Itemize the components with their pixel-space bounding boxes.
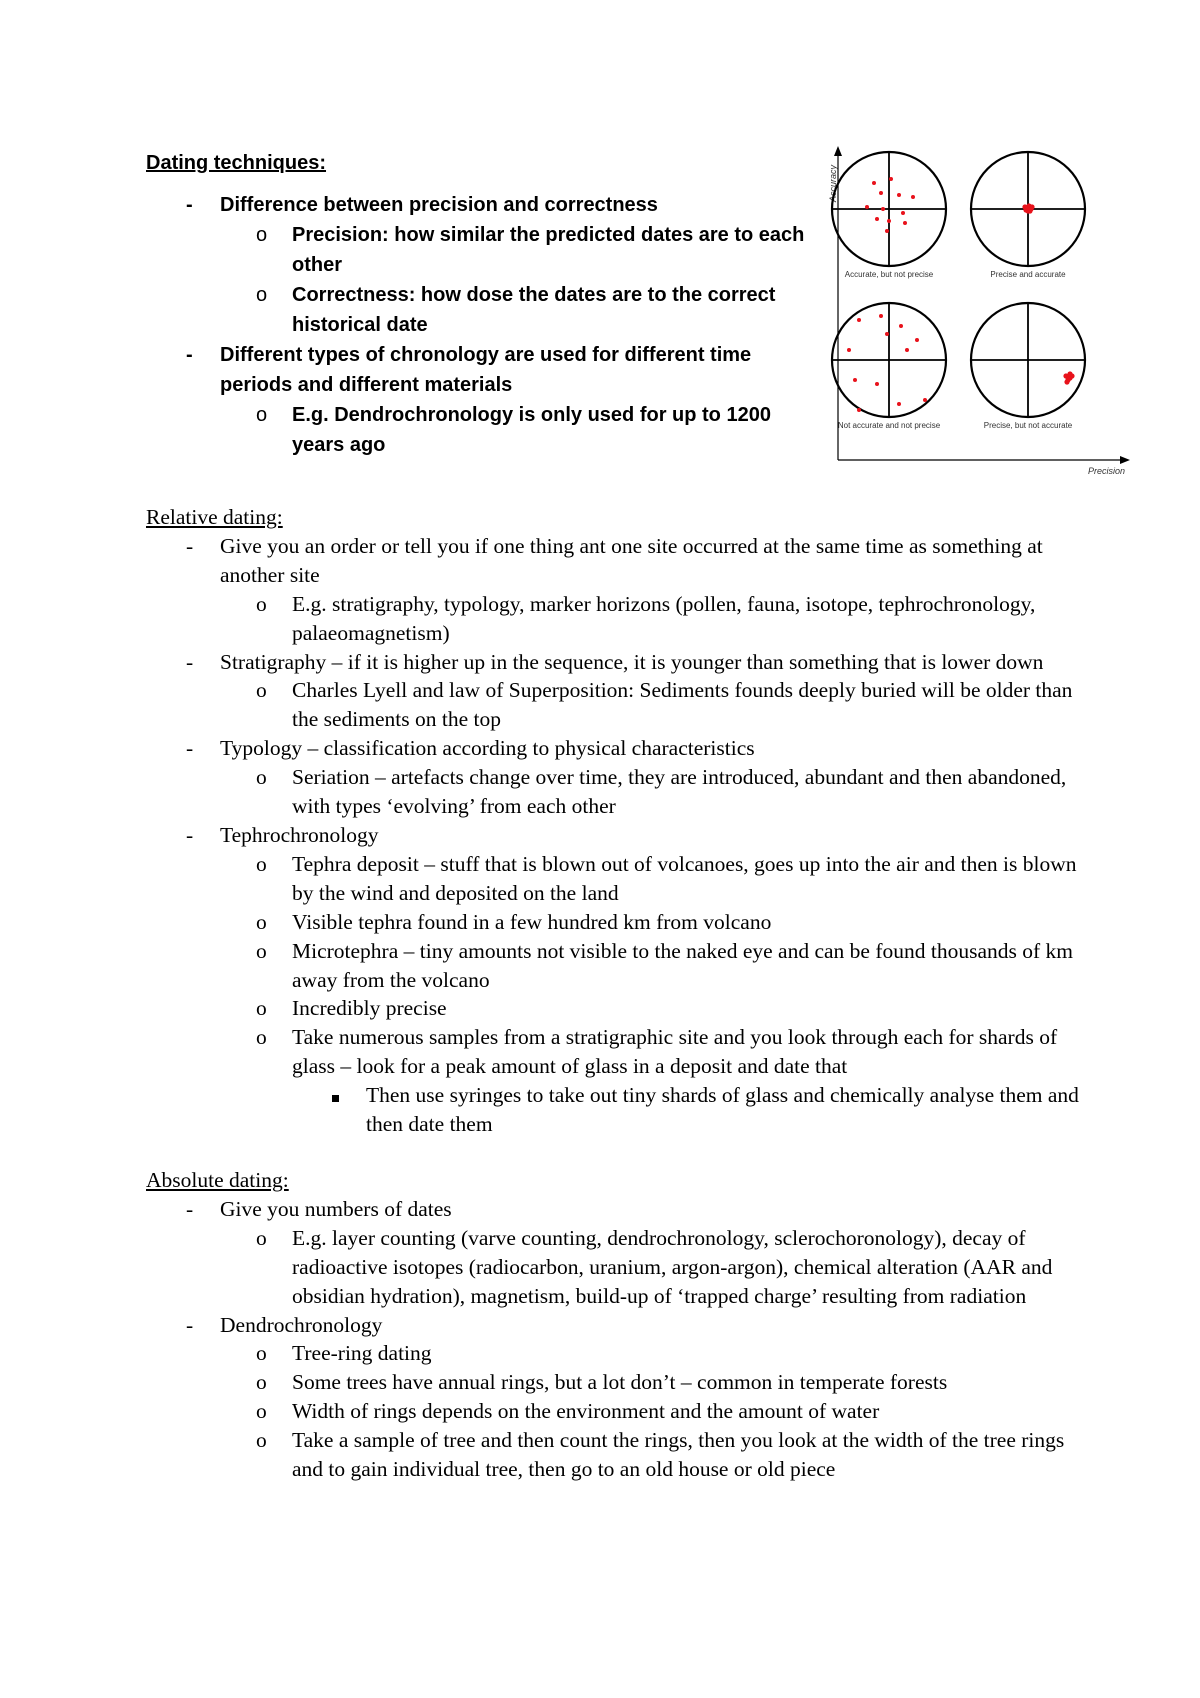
dash-bullet-icon: - bbox=[186, 1312, 194, 1337]
list-item bbox=[146, 532, 1086, 590]
list-item bbox=[146, 821, 1086, 850]
dash-bullet-icon: - bbox=[186, 1196, 194, 1221]
dash-bullet-icon: - bbox=[186, 533, 194, 558]
circle-bullet-icon: o bbox=[256, 996, 267, 1021]
panel-caption: Precise, but not accurate bbox=[983, 421, 1073, 430]
circle-bullet-icon: o bbox=[256, 284, 268, 306]
list-item-text: Difference between precision and correctness bbox=[220, 194, 658, 216]
list-item bbox=[146, 1224, 1086, 1311]
intro-list bbox=[146, 190, 806, 460]
intro-section bbox=[146, 148, 806, 460]
list-item-text: Some trees have annual rings, but a lot don’t – common in temperate forests bbox=[292, 1370, 948, 1395]
circle-bullet-icon: o bbox=[256, 1428, 267, 1453]
sample-dot bbox=[901, 211, 905, 215]
target-panels bbox=[832, 152, 1085, 430]
list-item-text: Charles Lyell and law of Superposition: Sediments founds deeply buried will be older than the sediments on the top bbox=[292, 678, 1073, 732]
sample-dot bbox=[897, 193, 901, 197]
list-item bbox=[146, 400, 806, 460]
list-item-text: Seriation – artefacts change over time, they are introduced, abundant and then abandoned, with types ‘evolving’ from each other bbox=[292, 765, 1067, 819]
precision-accuracy-figure bbox=[828, 146, 1132, 476]
list-item bbox=[146, 734, 1086, 763]
circle-bullet-icon: o bbox=[256, 591, 267, 616]
target-panel bbox=[832, 303, 946, 430]
circle-bullet-icon: o bbox=[256, 851, 267, 876]
list-item-text: Precision: how similar the predicted dates are to each other bbox=[292, 224, 805, 276]
list-item bbox=[146, 590, 1086, 648]
panel-caption: Accurate, but not precise bbox=[844, 270, 934, 279]
list-item-text: Visible tephra found in a few hundred km from volcano bbox=[292, 909, 772, 934]
list-item-text: Tephrochronology bbox=[220, 822, 379, 847]
sample-dot bbox=[903, 221, 907, 225]
list-item-text: E.g. layer counting (varve counting, dendrochronology, sclerochoronology), decay of radioactive isotopes (radiocarbon, uranium, argon-argon), chemical alteration (AAR and obsidian hydration), magnetism, build-up of ‘trapped charge’ resulting from radiation bbox=[292, 1225, 1053, 1308]
sample-dot bbox=[885, 229, 889, 233]
absolute-dating-section bbox=[146, 1166, 1086, 1484]
list-item-text: E.g. Dendrochronology is only used for up to 1200 years ago bbox=[292, 404, 771, 456]
circle-bullet-icon: o bbox=[256, 404, 268, 426]
list-item-text: Give you an order or tell you if one thing ant one site occurred at the same time as something at another site bbox=[220, 533, 1043, 587]
list-item-text: Dendrochronology bbox=[220, 1312, 383, 1337]
page-title: Dating techniques: bbox=[146, 152, 327, 174]
list-item bbox=[146, 1426, 1086, 1484]
dash-bullet-icon: - bbox=[186, 649, 194, 674]
sample-dot bbox=[897, 402, 901, 406]
circle-bullet-icon: o bbox=[256, 1341, 267, 1366]
list-item-text: Take numerous samples from a stratigraphic site and you look through each for shards of glass – look for a peak amount of glass in a deposit and date that bbox=[292, 1025, 1058, 1079]
list-item-text: Different types of chronology are used for different time periods and different materials bbox=[220, 344, 752, 396]
target-panel bbox=[971, 152, 1085, 279]
y-axis-arrow-icon bbox=[834, 146, 842, 156]
relative-dating-list bbox=[146, 532, 1086, 1139]
list-item-text: Incredibly precise bbox=[292, 996, 447, 1021]
sample-dot bbox=[915, 338, 919, 342]
list-item bbox=[146, 908, 1086, 937]
circle-bullet-icon: o bbox=[256, 224, 268, 246]
list-item-text: E.g. stratigraphy, typology, marker horizons (pollen, fauna, isotope, tephrochronology, palaeomagnetism) bbox=[292, 591, 1036, 645]
circle-bullet-icon: o bbox=[256, 1370, 267, 1395]
circle-bullet-icon: o bbox=[256, 1399, 267, 1424]
sample-dot bbox=[911, 195, 915, 199]
sample-dot bbox=[1064, 379, 1069, 384]
list-item-text: Microtephra – tiny amounts not visible to the naked eye and can be found thousands of km away from the volcano bbox=[292, 938, 1073, 992]
circle-bullet-icon: o bbox=[256, 678, 267, 703]
list-item bbox=[146, 648, 1086, 677]
circle-bullet-icon: o bbox=[256, 1025, 267, 1050]
list-item-text: Give you numbers of dates bbox=[220, 1196, 452, 1221]
list-item bbox=[146, 220, 806, 280]
absolute-dating-heading: Absolute dating: bbox=[146, 1168, 289, 1192]
sample-dot bbox=[872, 181, 876, 185]
square-bullet-icon bbox=[332, 1081, 339, 1110]
list-item bbox=[146, 994, 1086, 1023]
circle-bullet-icon: o bbox=[256, 765, 267, 790]
list-item bbox=[146, 1023, 1086, 1081]
circle-bullet-icon: o bbox=[256, 1225, 267, 1250]
list-item-text: Then use syringes to take out tiny shards of glass and chemically analyse them and then date them bbox=[366, 1083, 1079, 1137]
sample-dot bbox=[879, 314, 883, 318]
list-item-text: Width of rings depends on the environment and the amount of water bbox=[292, 1399, 880, 1424]
x-axis-label: Precision bbox=[1088, 466, 1126, 476]
list-item bbox=[146, 1311, 1086, 1340]
list-item-text: Tephra deposit – stuff that is blown out of volcanoes, goes up into the air and then is blown by the wind and deposited on the land bbox=[292, 851, 1077, 905]
sample-dot bbox=[1067, 371, 1072, 376]
dash-bullet-icon: - bbox=[186, 736, 194, 761]
list-item bbox=[146, 850, 1086, 908]
panel-caption: Not accurate and not precise bbox=[837, 421, 941, 430]
relative-dating-section bbox=[146, 503, 1086, 1139]
list-item bbox=[146, 340, 806, 400]
sample-dot bbox=[923, 398, 927, 402]
list-item bbox=[146, 1368, 1086, 1397]
sample-dot bbox=[881, 207, 885, 211]
panel-caption: Precise and accurate bbox=[990, 270, 1066, 279]
dash-bullet-icon: - bbox=[186, 194, 193, 216]
list-item bbox=[146, 1081, 1086, 1139]
list-item-text: Take a sample of tree and then count the rings, then you look at the width of the tree rings and to gain individual tree, then go to an old house or old piece bbox=[292, 1428, 1065, 1482]
y-axis-label: Accuracy bbox=[828, 164, 838, 202]
sample-dot bbox=[875, 382, 879, 386]
list-item bbox=[146, 190, 806, 220]
sample-dot bbox=[865, 205, 869, 209]
list-item bbox=[146, 1195, 1086, 1224]
target-panel bbox=[971, 303, 1085, 430]
circle-bullet-icon: o bbox=[256, 909, 267, 934]
sample-dot bbox=[1029, 204, 1034, 209]
circle-bullet-icon: o bbox=[256, 938, 267, 963]
list-item bbox=[146, 1339, 1086, 1368]
list-item bbox=[146, 676, 1086, 734]
list-item bbox=[146, 1397, 1086, 1426]
list-item bbox=[146, 280, 806, 340]
list-item-text: Typology – classification according to physical characteristics bbox=[220, 736, 755, 761]
sample-dot bbox=[899, 324, 903, 328]
target-panel bbox=[832, 152, 946, 279]
sample-dot bbox=[889, 177, 893, 181]
list-item bbox=[146, 763, 1086, 821]
x-axis-arrow-icon bbox=[1120, 456, 1130, 464]
list-item-text: Tree-ring dating bbox=[292, 1341, 432, 1366]
sample-dot bbox=[853, 378, 857, 382]
list-item-text: Stratigraphy – if it is higher up in the sequence, it is younger than something that is lower down bbox=[220, 649, 1044, 674]
relative-dating-heading: Relative dating: bbox=[146, 505, 283, 529]
list-item-text: Correctness: how dose the dates are to the correct historical date bbox=[292, 284, 776, 336]
sample-dot bbox=[887, 219, 891, 223]
dash-bullet-icon: - bbox=[186, 344, 193, 366]
sample-dot bbox=[847, 348, 851, 352]
list-item bbox=[146, 937, 1086, 995]
sample-dot bbox=[905, 348, 909, 352]
sample-dot bbox=[857, 318, 861, 322]
sample-dot bbox=[857, 408, 861, 412]
sample-dot bbox=[1024, 205, 1029, 210]
sample-dot bbox=[885, 332, 889, 336]
dash-bullet-icon: - bbox=[186, 822, 194, 847]
sample-dot bbox=[875, 217, 879, 221]
absolute-dating-list bbox=[146, 1195, 1086, 1484]
sample-dot bbox=[879, 191, 883, 195]
